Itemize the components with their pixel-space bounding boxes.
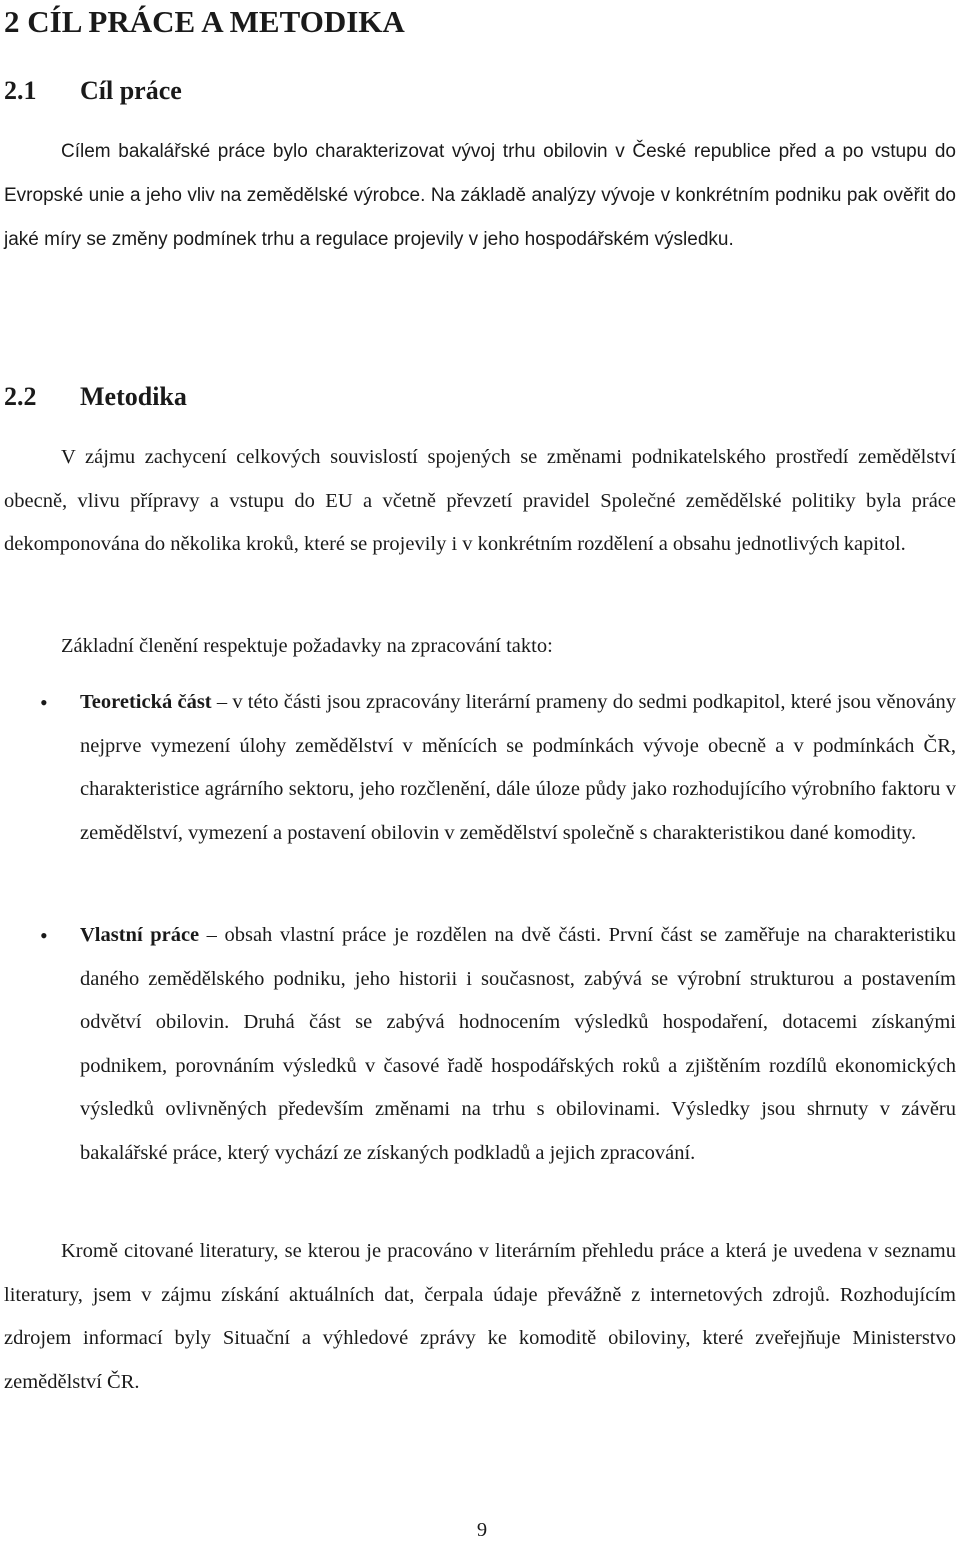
- bullet-label: Teoretická část: [80, 691, 212, 713]
- section-heading-goal: [4, 73, 182, 109]
- section-title: Metodika: [80, 382, 187, 411]
- bullet-text: [80, 681, 956, 855]
- closing-paragraph: Kromě citované literatury, se kterou je pracováno v literárním přehledu práce a která je uvedena v seznamu literatury, jsem v zájmu získání aktuálních dat, čerpala údaje převážně z internetových zdrojů. Rozhodujícím zdrojem informací byly Situační a výhledové zprávy ke komoditě obiloviny, které zveřejňuje Ministerstvo zemědělství ČR.: [4, 1240, 956, 1393]
- bullet-marker: •: [40, 923, 48, 948]
- section-title: Cíl práce: [80, 76, 182, 105]
- bullet-text: [80, 914, 956, 1176]
- bullet-marker: •: [40, 690, 48, 715]
- page-number: 9: [476, 1519, 488, 1541]
- bullet-label: Vlastní práce: [80, 924, 200, 946]
- bullet-body: – v této části jsou zpracovány literární prameny do sedmi podkapitol, které jsou věnovány nejprve vymezení úlohy zemědělství v měnících se podmínkách vývoje obecně a v podmínkách ČR, charakteristice agrárního sektoru, jeho rozčlenění, dále úloze půdy jako rozhodujícího výrobního faktoru v zemědělství, vymezení a postavení obilovin v zemědělství společně s charakteristikou dané komodity.: [80, 691, 956, 844]
- method-paragraph: V zájmu zachycení celkových souvislostí spojených se změnami podnikatelského prostředí zemědělství obecně, vlivu přípravy a vstupu do EU a včetně převzetí pravidel Společné zemědělské politiky byla práce dekomponována do několika kroků, které se projevily i v konkrétním rozdělení a obsahu jednotlivých kapitol.: [4, 446, 956, 555]
- section-number: 2.2: [4, 382, 37, 411]
- section-heading-method: [4, 379, 187, 415]
- goal-paragraph: Cílem bakalářské práce bylo charakterizovat vývoj trhu obilovin v České republice před a po vstupu do Evropské unie a jeho vliv na zemědělské výrobce. Na základě analýzy vývoje v konkrétním podniku pak ověřit do jaké míry se změny podmínek trhu a regulace projevily v jeho hospodářském výsledku.: [4, 141, 956, 250]
- section-number: 2.1: [4, 76, 37, 105]
- method-intro: Základní členění respektuje požadavky na zpracování takto:: [61, 635, 553, 657]
- chapter-heading: 2 CÍL PRÁCE A METODIKA: [4, 4, 405, 39]
- bullet-body: – obsah vlastní práce je rozdělen na dvě části. První část se zaměřuje na charakteristiku daného zemědělského podniku, jeho historii i současnost, zabývá se výrobní strukturou a postavením odvětví obilovin. Druhá část se zabývá hodnocením výsledků hospodaření, dotacemi získanými podnikem, porovnáním výsledků v časové řadě hospodářských roků a zjištěním rozdílů ekonomických výsledků ovlivněných především změnami na trhu s obilovinami. Výsledky jsou shrnuty v závěru bakalářské práce, který vychází ze získaných podkladů a jejich zpracování.: [80, 924, 956, 1164]
